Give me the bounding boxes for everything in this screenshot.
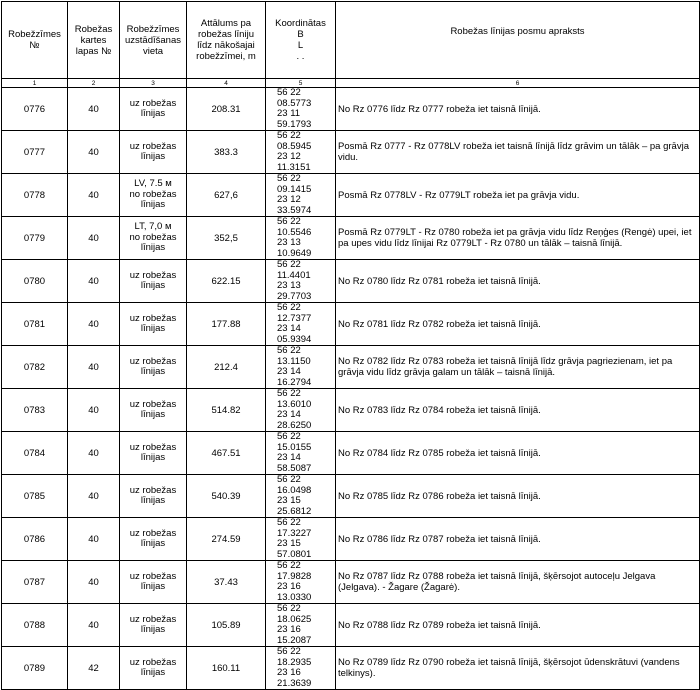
install-location-cell: uz robežas līnijas (120, 389, 187, 432)
longitude-value: 23 16 21.3639 (277, 667, 312, 689)
table-header (2, 2, 700, 88)
marker-number-cell: 0789 (2, 647, 68, 690)
marker-number-cell: 0778 (2, 174, 68, 217)
description-cell: No Rz 0784 līdz Rz 0785 robeža iet taisnā līnijā. (336, 432, 700, 475)
table-row (2, 303, 700, 346)
distance-cell: 352,5 (187, 217, 266, 260)
header-map-sheet: Robežas kartes lapas № (68, 2, 120, 79)
description-cell: No Rz 0788 līdz Rz 0789 robeža iet taisnā līnijā. (336, 604, 700, 647)
description-cell: No Rz 0786 līdz Rz 0787 robeža iet taisnā līnijā. (336, 518, 700, 561)
table-row (2, 561, 700, 604)
longitude-value: 23 14 16.2794 (277, 366, 312, 388)
map-sheet-cell: 40 (68, 217, 120, 260)
description-cell: Posmā Rz 0779LT - Rz 0780 robeža iet pa grāvja vidu līdz Reņģes (Rengė) upei, iet pa upes vidu līdz līnijai Rz 0779LT - Rz 0780 un tālāk – taisnā līnijā. (336, 217, 700, 260)
marker-number-cell: 0783 (2, 389, 68, 432)
coordinates-cell (266, 346, 336, 389)
coordinates-cell (266, 475, 336, 518)
longitude-value: 23 15 25.6812 (277, 495, 312, 517)
description-cell: No Rz 0780 līdz Rz 0781 robeža iet taisnā līnijā. (336, 260, 700, 303)
longitude-value: 23 14 05.9394 (277, 323, 312, 345)
distance-cell: 177.88 (187, 303, 266, 346)
coordinates-cell (266, 88, 336, 131)
map-sheet-cell: 40 (68, 475, 120, 518)
map-sheet-cell: 40 (68, 346, 120, 389)
description-cell: Posmā Rz 0777 - Rz 0778LV robeža iet taisnā līnijā līdz grāvim un tālāk – pa grāvja vidu. (336, 131, 700, 174)
map-sheet-cell: 42 (68, 647, 120, 690)
coordinates-cell (266, 131, 336, 174)
install-location-cell: uz robežas līnijas (120, 346, 187, 389)
header-coordinates: Koordinātas B L . . (266, 2, 336, 79)
column-number-row (2, 79, 700, 88)
table-row (2, 260, 700, 303)
install-location-cell: uz robežas līnijas (120, 604, 187, 647)
install-location-cell: uz robežas līnijas (120, 432, 187, 475)
longitude-value: 23 16 15.2087 (277, 624, 312, 646)
marker-number-cell: 0782 (2, 346, 68, 389)
map-sheet-cell: 40 (68, 131, 120, 174)
latitude-value: 56 22 16.0498 (277, 474, 312, 496)
table-row (2, 604, 700, 647)
latitude-value: 56 22 13.1150 (277, 345, 311, 367)
coordinates-cell (266, 260, 336, 303)
table-row (2, 475, 700, 518)
header-row (2, 2, 700, 79)
map-sheet-cell: 40 (68, 604, 120, 647)
table-row (2, 174, 700, 217)
longitude-value: 23 13 10.9649 (277, 237, 312, 259)
marker-number-cell: 0776 (2, 88, 68, 131)
latitude-value: 56 22 12.7377 (277, 302, 312, 324)
latitude-value: 56 22 18.0625 (277, 603, 312, 625)
header-distance: Attālums pa robežas līniju līdz nākošajai robežzīmei, m (187, 2, 266, 79)
install-location-cell: uz robežas līnijas (120, 561, 187, 604)
longitude-value: 23 15 57.0801 (277, 538, 312, 560)
distance-cell: 208.31 (187, 88, 266, 131)
column-number: 6 (336, 79, 700, 88)
map-sheet-cell: 40 (68, 174, 120, 217)
column-number: 4 (187, 79, 266, 88)
distance-cell: 540.39 (187, 475, 266, 518)
marker-number-cell: 0785 (2, 475, 68, 518)
marker-number-cell: 0780 (2, 260, 68, 303)
longitude-value: 23 14 58.5087 (277, 452, 312, 474)
table-row (2, 518, 700, 561)
install-location-cell: uz robežas līnijas (120, 518, 187, 561)
table-row (2, 346, 700, 389)
latitude-value: 56 22 13.6010 (277, 388, 312, 410)
marker-number-cell: 0777 (2, 131, 68, 174)
install-location-cell: uz robežas līnijas (120, 475, 187, 518)
coordinates-cell (266, 389, 336, 432)
latitude-value: 56 22 10.5546 (277, 216, 312, 238)
marker-number-cell: 0786 (2, 518, 68, 561)
header-install-location: Robežzīmes uzstādīšanas vieta (120, 2, 187, 79)
latitude-value: 56 22 18.2935 (277, 646, 312, 668)
column-number: 1 (2, 79, 68, 88)
longitude-value: 23 12 11.3151 (277, 151, 311, 173)
distance-cell: 467.51 (187, 432, 266, 475)
marker-number-cell: 0787 (2, 561, 68, 604)
map-sheet-cell: 40 (68, 88, 120, 131)
install-location-cell: LT, 7,0 м no robežas līnijas (120, 217, 187, 260)
latitude-value: 56 22 08.5945 (277, 130, 312, 152)
latitude-value: 56 22 08.5773 (277, 87, 312, 109)
install-location-cell: uz robežas līnijas (120, 303, 187, 346)
marker-number-cell: 0784 (2, 432, 68, 475)
longitude-value: 23 12 33.5974 (277, 194, 312, 216)
latitude-value: 56 22 17.9828 (277, 560, 312, 582)
table-row (2, 389, 700, 432)
description-cell: No Rz 0789 līdz Rz 0790 robeža iet taisnā līnijā, šķērsojot ūdenskrātuvi (vandens telkinys). (336, 647, 700, 690)
distance-cell: 514.82 (187, 389, 266, 432)
description-cell: No Rz 0787 līdz Rz 0788 robeža iet taisnā līnijā, šķērsojot autoceļu Jelgava (Jelgava). - Žagare (Žagarė). (336, 561, 700, 604)
latitude-value: 56 22 17.3227 (277, 517, 312, 539)
marker-number-cell: 0781 (2, 303, 68, 346)
coordinates-cell (266, 647, 336, 690)
distance-cell: 105.89 (187, 604, 266, 647)
distance-cell: 627,6 (187, 174, 266, 217)
header-marker-number: Robežzīmes № (2, 2, 68, 79)
column-number: 5 (266, 79, 336, 88)
table-row (2, 217, 700, 260)
description-cell: No Rz 0782 līdz Rz 0783 robeža iet taisnā līnijā līdz grāvja pagriezienam, iet pa grāvja vidu līdz grāvja galam un tālāk – taisnā līnijā. (336, 346, 700, 389)
description-cell: No Rz 0776 līdz Rz 0777 robeža iet taisnā līnijā. (336, 88, 700, 131)
longitude-value: 23 13 29.7703 (277, 280, 312, 302)
description-cell: Posmā Rz 0778LV - Rz 0779LT robeža iet pa grāvja vidu. (336, 174, 700, 217)
coordinates-cell (266, 217, 336, 260)
install-location-cell: uz robežas līnijas (120, 88, 187, 131)
column-number: 2 (68, 79, 120, 88)
distance-cell: 212.4 (187, 346, 266, 389)
coordinates-cell (266, 604, 336, 647)
table-row (2, 131, 700, 174)
coordinates-cell (266, 432, 336, 475)
coordinates-cell (266, 518, 336, 561)
longitude-value: 23 11 59.1793 (277, 108, 312, 130)
description-cell: No Rz 0781 līdz Rz 0782 robeža iet taisnā līnijā. (336, 303, 700, 346)
description-cell: No Rz 0783 līdz Rz 0784 robeža iet taisnā līnijā. (336, 389, 700, 432)
install-location-cell: uz robežas līnijas (120, 260, 187, 303)
distance-cell: 622.15 (187, 260, 266, 303)
coordinates-cell (266, 303, 336, 346)
coordinates-cell (266, 561, 336, 604)
map-sheet-cell: 40 (68, 260, 120, 303)
distance-cell: 383.3 (187, 131, 266, 174)
column-number: 3 (120, 79, 187, 88)
marker-number-cell: 0788 (2, 604, 68, 647)
map-sheet-cell: 40 (68, 518, 120, 561)
boundary-marker-table-sheet (1, 1, 699, 690)
table-row (2, 432, 700, 475)
map-sheet-cell: 40 (68, 561, 120, 604)
marker-number-cell: 0779 (2, 217, 68, 260)
table-row (2, 88, 700, 131)
description-cell: No Rz 0785 līdz Rz 0786 robeža iet taisnā līnijā. (336, 475, 700, 518)
distance-cell: 274.59 (187, 518, 266, 561)
longitude-value: 23 14 28.6250 (277, 409, 312, 431)
longitude-value: 23 16 13.0330 (277, 581, 312, 603)
install-location-cell: uz robežas līnijas (120, 647, 187, 690)
install-location-cell: LV, 7.5 м no robežas līnijas (120, 174, 187, 217)
coordinates-cell (266, 174, 336, 217)
latitude-value: 56 22 09.1415 (277, 173, 312, 195)
map-sheet-cell: 40 (68, 389, 120, 432)
table-row (2, 647, 700, 690)
install-location-cell: uz robežas līnijas (120, 131, 187, 174)
latitude-value: 56 22 15.0155 (277, 431, 312, 453)
table-body (2, 88, 700, 690)
boundary-marker-table (1, 1, 700, 690)
map-sheet-cell: 40 (68, 432, 120, 475)
distance-cell: 37.43 (187, 561, 266, 604)
map-sheet-cell: 40 (68, 303, 120, 346)
header-description: Robežas līnijas posmu apraksts (336, 2, 700, 79)
latitude-value: 56 22 11.4401 (277, 259, 311, 281)
distance-cell: 160.11 (187, 647, 266, 690)
